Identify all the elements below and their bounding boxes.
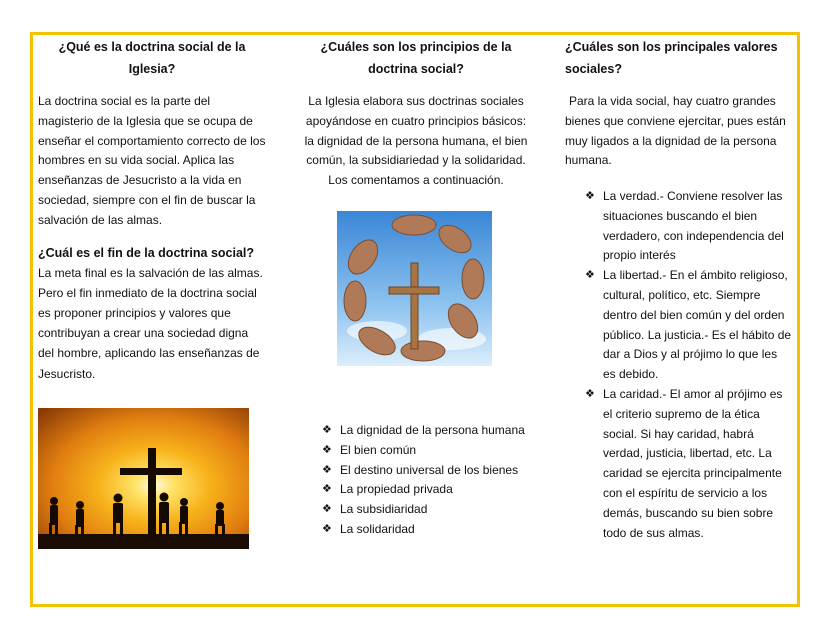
diamond-bullet-icon: ❖ [322, 522, 332, 535]
paragraph-definicion: La doctrina social es la parte del magisterio de la Iglesia que se ocupa de enseñar el comportamiento correcto de los hombres en su vida social. Aplica las enseñanzas de Jesucristo a la vida en sociedad, siempre con el fin de buscar la salvación de las almas. [38, 94, 266, 227]
list-item-text: La solidaridad [340, 521, 415, 536]
list-item-text: La propiedad privada [340, 482, 453, 497]
list-item [320, 461, 550, 481]
diamond-bullet-icon: ❖ [585, 269, 595, 282]
paragraph-fin: La meta final es la salvación de las almas. Pero el fin inmediato de la doctrina social es proponer principios y valores que contribuyan a crear una sociedad digna del hombre, aplicando las enseñanzas de Jesucristo. [38, 265, 263, 381]
heading-que-es: ¿Qué es la doctrina social de la Iglesia? [58, 40, 246, 76]
diamond-bullet-icon: ❖ [322, 483, 332, 496]
diamond-bullet-icon: ❖ [322, 443, 332, 456]
diamond-bullet-icon: ❖ [322, 463, 332, 476]
list-item [320, 421, 550, 441]
column-doctrina [38, 36, 266, 384]
list-item [320, 520, 550, 540]
list-item [320, 441, 550, 461]
hands-cross-image [337, 211, 492, 366]
list-item-text: La caridad.- El amor al prójimo es el criterio supremo de la ética social. Si hay caridad, habrá verdad, justicia, libertad, etc. La caridad se ejercita principalmente con el espíritu de servicio a los demás, buscando su bien sobre todo de sus almas. [603, 386, 783, 540]
diamond-bullet-icon: ❖ [322, 424, 332, 436]
sunset-cross-image [38, 408, 249, 549]
list-item [583, 266, 793, 385]
list-item [583, 187, 793, 266]
list-item-text: La libertad.- En el ámbito religioso, cultural, político, etc. Siempre dentro del bien común y del orden público. La justicia.- Es el hábito de dar a Dios y al prójimo lo que les es debido. [603, 268, 792, 382]
list-item [320, 480, 550, 500]
principles-list [320, 421, 550, 540]
list-item [583, 385, 793, 543]
list-item-text: La subsidiaridad [340, 502, 428, 517]
list-item-text: El bien común [340, 442, 417, 457]
paragraph-principios: La Iglesia elabora sus doctrinas sociales apoyándose en cuatro principios básicos: la dignidad de la persona humana, el bien común, la subsidiariedad y la solidaridad. Los comentamos a continuación. [304, 94, 528, 188]
diamond-bullet-icon: ❖ [585, 190, 595, 202]
list-item-text: La verdad.- Conviene resolver las situaciones buscando el bien verdadero, con independencia del propio interés [603, 189, 784, 263]
diamond-bullet-icon: ❖ [585, 387, 595, 400]
list-item [320, 500, 550, 520]
column-valores [565, 36, 793, 171]
heading-fin: ¿Cuál es el fin de la doctrina social? [38, 245, 255, 260]
diamond-bullet-icon: ❖ [322, 503, 332, 516]
values-list [583, 187, 793, 543]
list-item-text: La dignidad de la persona humana [340, 423, 525, 437]
paragraph-valores: Para la vida social, hay cuatro grandes bienes que conviene ejercitar, pues están muy ligados a la dignidad de la persona humana. [565, 94, 786, 168]
heading-principios: ¿Cuáles son los principios de la doctrina social? [320, 40, 512, 76]
column-principios [300, 36, 532, 191]
list-item-text: El destino universal de los bienes [340, 462, 519, 477]
heading-valores: ¿Cuáles son los principales valores sociales? [565, 40, 778, 76]
